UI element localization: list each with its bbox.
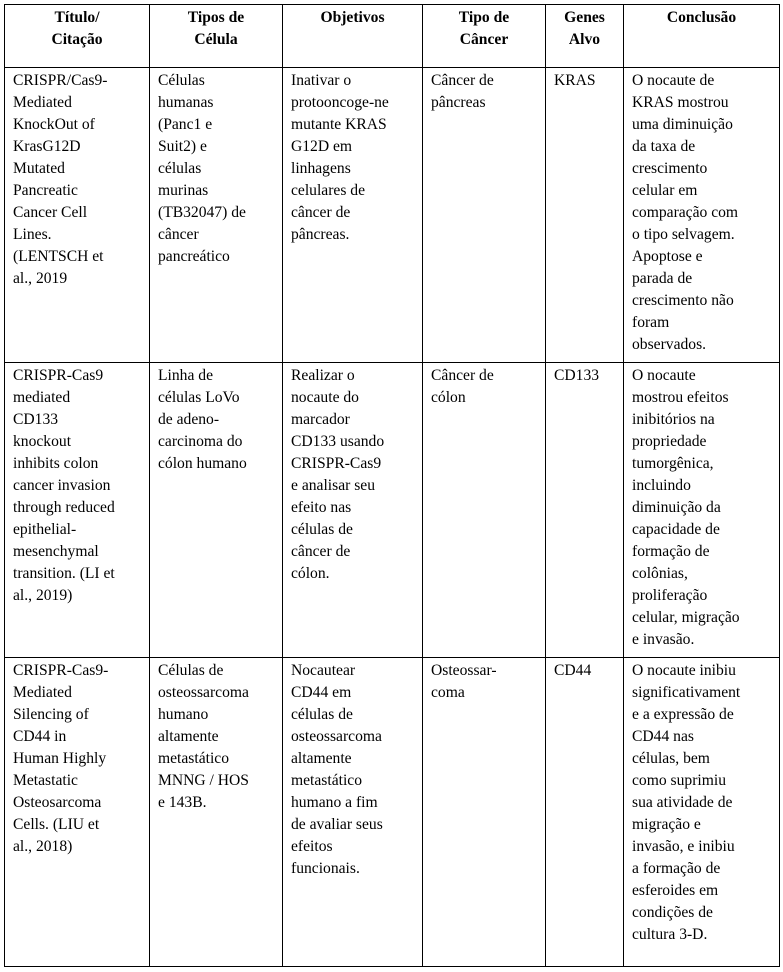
- cell-text: Cancer Cell: [13, 204, 88, 221]
- cell-text: KRAS: [554, 72, 596, 89]
- cell-objectives: [283, 363, 423, 658]
- cell-text: incluindo: [632, 477, 691, 494]
- cell-text: diminuição da: [632, 499, 721, 516]
- cell-text: células: [158, 160, 202, 177]
- table-row: [5, 658, 780, 967]
- cell-text: (Panc1 e: [158, 116, 213, 133]
- cell-text: osteossarcoma: [158, 684, 249, 701]
- cell-text: altamente: [291, 750, 352, 767]
- cell-text: Pancreatic: [13, 182, 78, 199]
- header-row: [5, 5, 780, 68]
- header-text: Título/: [54, 9, 100, 26]
- cell-text: Metastatic: [13, 772, 78, 789]
- cell-text: uma diminuição: [632, 116, 733, 133]
- cell-text: câncer de: [291, 204, 351, 221]
- cell-text: cancer invasion: [13, 477, 111, 494]
- cell-text: proliferação: [632, 587, 708, 604]
- cell-title-citation: [5, 658, 150, 967]
- cell-text: e 143B.: [158, 794, 207, 811]
- cell-text: osteossarcoma: [291, 728, 382, 745]
- cell-text: de avaliar seus: [291, 816, 383, 833]
- header-objectives: [283, 5, 423, 68]
- cell-text: funcionais.: [291, 860, 360, 877]
- cell-text: Human Highly: [13, 750, 107, 767]
- header-text: Conclusão: [666, 9, 737, 26]
- cell-text: Mutated: [13, 160, 65, 177]
- cell-text: células LoVo: [158, 389, 240, 406]
- cell-cell-types: [150, 68, 283, 363]
- cell-text: humano: [158, 706, 209, 723]
- cell-text: metastático: [158, 750, 230, 767]
- cell-cancer-type: [423, 363, 546, 658]
- cell-text: células, bem: [632, 750, 710, 767]
- header-text: Alvo: [568, 31, 601, 48]
- cell-text: formação de: [632, 543, 710, 560]
- crispr-studies-table: [4, 4, 780, 967]
- cell-text: da taxa de: [632, 138, 696, 155]
- cell-text: de adeno-: [158, 411, 220, 428]
- header-text: Tipo de: [458, 9, 510, 26]
- cell-text: pâncreas.: [291, 226, 350, 243]
- cell-text: coma: [431, 684, 465, 701]
- cell-text: CD133 usando: [291, 433, 385, 450]
- header-cancer-type: [423, 5, 546, 68]
- cell-text: e a expressão de: [632, 706, 734, 723]
- header-text: Citação: [51, 31, 103, 48]
- cell-text: CD44 em: [291, 684, 352, 701]
- cell-text: O nocaute de: [632, 72, 715, 89]
- cell-text: through reduced: [13, 499, 115, 516]
- cell-text: murinas: [158, 182, 209, 199]
- cell-text: mediated: [13, 389, 71, 406]
- cell-text: metastático: [291, 772, 363, 789]
- cell-text: CD133: [554, 367, 600, 384]
- cell-text: capacidade de: [632, 521, 720, 538]
- cell-text: al., 2019): [13, 587, 73, 604]
- cell-text: Cells. (LIU et: [13, 816, 100, 833]
- cell-text: sua atividade de: [632, 794, 733, 811]
- cell-text: Câncer de: [431, 367, 494, 384]
- cell-text: nocaute do: [291, 389, 359, 406]
- cell-cancer-type: [423, 658, 546, 967]
- cell-text: (TB32047) de: [158, 204, 246, 221]
- header-text: Objetivos: [320, 9, 385, 26]
- cell-text: Inativar o: [291, 72, 352, 89]
- cell-text: KnockOut of: [13, 116, 95, 133]
- cell-text: humanas: [158, 94, 214, 111]
- cell-text: significativament: [632, 684, 741, 701]
- cell-text: CRISPR/Cas9-: [13, 72, 108, 89]
- cell-text: CD133: [13, 411, 59, 428]
- cell-text: foram: [632, 314, 670, 331]
- cell-text: condições de: [632, 904, 713, 921]
- cell-text: linhagens: [291, 160, 351, 177]
- cell-text: Linha de: [158, 367, 213, 384]
- cell-text: células de: [291, 521, 353, 538]
- cell-text: tumorgênica,: [632, 455, 714, 472]
- cell-text: e analisar seu: [291, 477, 375, 494]
- cell-target-genes: [546, 363, 624, 658]
- header-title-citation: [5, 5, 150, 68]
- cell-text: migração e: [632, 816, 701, 833]
- cell-text: transition. (LI et: [13, 565, 115, 582]
- cell-text: KrasG12D: [13, 138, 81, 155]
- cell-text: propriedade: [632, 433, 707, 450]
- cell-text: G12D em: [291, 138, 353, 155]
- cell-text: al., 2019: [13, 270, 68, 287]
- header-conclusion: [624, 5, 780, 68]
- cell-text: KRAS mostrou: [632, 94, 729, 111]
- cell-text: mutante KRAS: [291, 116, 387, 133]
- cell-cancer-type: [423, 68, 546, 363]
- cell-title-citation: [5, 68, 150, 363]
- cell-conclusion: [624, 68, 780, 363]
- cell-text: o tipo selvagem.: [632, 226, 735, 243]
- cell-text: (LENTSCH et: [13, 248, 104, 265]
- cell-text: cólon: [431, 389, 466, 406]
- cell-text: comparação com: [632, 204, 739, 221]
- cell-text: como suprimiu: [632, 772, 726, 789]
- cell-text: efeitos: [291, 838, 333, 855]
- cell-target-genes: [546, 68, 624, 363]
- cell-text: esferoides em: [632, 882, 719, 899]
- cell-text: inhibits colon: [13, 455, 99, 472]
- cell-text: invasão, e inibiu: [632, 838, 735, 855]
- header-cell-types: [150, 5, 283, 68]
- cell-cell-types: [150, 658, 283, 967]
- cell-text: CD44 nas: [632, 728, 694, 745]
- cell-text: O nocaute inibiu: [632, 662, 736, 679]
- cell-text: e invasão.: [632, 631, 695, 648]
- cell-text: cultura 3-D.: [632, 926, 708, 943]
- cell-text: CD44: [554, 662, 592, 679]
- cell-text: células de: [291, 706, 353, 723]
- cell-text: Câncer de: [431, 72, 494, 89]
- cell-text: Suit2) e: [158, 138, 207, 155]
- cell-title-citation: [5, 363, 150, 658]
- cell-conclusion: [624, 363, 780, 658]
- cell-text: celular em: [632, 182, 698, 199]
- cell-text: crescimento não: [632, 292, 734, 309]
- cell-text: efeito nas: [291, 499, 352, 516]
- cell-text: Células: [158, 72, 205, 89]
- cell-text: pancreático: [158, 248, 230, 265]
- cell-text: mostrou efeitos: [632, 389, 729, 406]
- cell-text: protooncoge-ne: [291, 94, 389, 111]
- cell-text: knockout: [13, 433, 72, 450]
- cell-text: Osteosarcoma: [13, 794, 102, 811]
- cell-text: CRISPR-Cas9-: [13, 662, 109, 679]
- cell-text: Realizar o: [291, 367, 355, 384]
- cell-text: Lines.: [13, 226, 52, 243]
- cell-text: Osteossar-: [431, 662, 497, 679]
- cell-text: Silencing of: [13, 706, 89, 723]
- header-text: Câncer: [459, 31, 509, 48]
- cell-text: CRISPR-Cas9: [291, 455, 382, 472]
- cell-text: Mediated: [13, 94, 72, 111]
- cell-text: al., 2018): [13, 838, 73, 855]
- cell-text: celulares de: [291, 182, 366, 199]
- table-row: [5, 68, 780, 363]
- cell-text: colônias,: [632, 565, 688, 582]
- cell-text: observados.: [632, 336, 707, 353]
- cell-text: cólon humano: [158, 455, 247, 472]
- cell-text: epithelial-: [13, 521, 77, 538]
- cell-text: CD44 in: [13, 728, 67, 745]
- cell-text: Apoptose e: [632, 248, 703, 265]
- cell-text: inibitórios na: [632, 411, 715, 428]
- cell-text: Mediated: [13, 684, 72, 701]
- cell-text: câncer: [158, 226, 199, 243]
- header-text: Célula: [194, 31, 238, 48]
- cell-text: mesenchymal: [13, 543, 99, 560]
- cell-text: pâncreas: [431, 94, 486, 111]
- cell-conclusion: [624, 658, 780, 967]
- cell-text: carcinoma do: [158, 433, 243, 450]
- cell-objectives: [283, 68, 423, 363]
- cell-text: altamente: [158, 728, 219, 745]
- cell-text: a formação de: [632, 860, 721, 877]
- header-text: Tipos de: [187, 9, 245, 26]
- cell-objectives: [283, 658, 423, 967]
- cell-text: CRISPR-Cas9: [13, 367, 104, 384]
- table-row: [5, 363, 780, 658]
- cell-cell-types: [150, 363, 283, 658]
- header-target-genes: [546, 5, 624, 68]
- cell-text: cólon.: [291, 565, 330, 582]
- cell-text: Células de: [158, 662, 224, 679]
- cell-text: parada de: [632, 270, 693, 287]
- cell-text: celular, migração: [632, 609, 740, 626]
- cell-text: câncer de: [291, 543, 351, 560]
- cell-text: O nocaute: [632, 367, 696, 384]
- cell-text: marcador: [291, 411, 350, 428]
- cell-text: crescimento: [632, 160, 708, 177]
- cell-target-genes: [546, 658, 624, 967]
- cell-text: Nocautear: [291, 662, 356, 679]
- header-text: Genes: [564, 9, 605, 26]
- cell-text: humano a fim: [291, 794, 378, 811]
- cell-text: MNNG / HOS: [158, 772, 249, 789]
